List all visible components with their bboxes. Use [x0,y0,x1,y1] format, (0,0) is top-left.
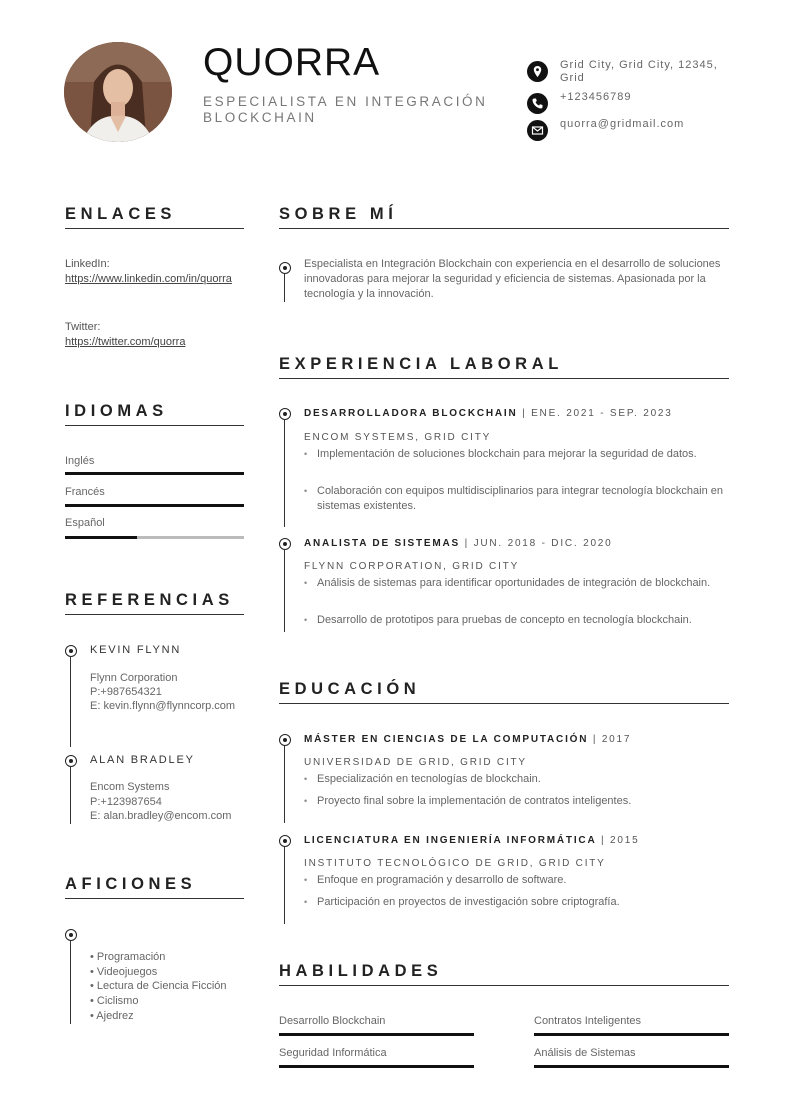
enlaces-heading: ENLACES [65,205,177,223]
location-pin-icon [527,61,548,82]
contact-email-text: quorra@gridmail.com [560,118,685,130]
job-separator: | [517,408,532,419]
degree-bullet-item: • Participación en proyectos de investigación sobre criptografía. [304,895,724,910]
skill-bar [279,1033,474,1036]
enlaces-divider [65,228,244,229]
hobby-item: • Programación [90,951,166,963]
job-role: ANALISTA DE SISTEMAS [304,538,461,549]
job-separator: | [460,538,474,549]
skill-bar [534,1065,729,1068]
degree-name: MÁSTER EN CIENCIAS DE LA COMPUTACIÓN [304,734,589,745]
language-bar-fill [65,472,244,475]
skill-label: Contratos Inteligentes [534,1015,642,1027]
skill-bar [534,1033,729,1036]
skill-label: Análisis de Sistemas [534,1047,636,1059]
job-bullet-item: • Desarrollo de prototipos para pruebas de concepto en tecnología blockchain. [304,613,724,628]
degree-bullet-item: • Enfoque en programación y desarrollo de software. [304,873,724,888]
idiomas-heading: IDIOMAS [65,402,168,420]
job-date: JUN. 2018 - DIC. 2020 [473,538,613,549]
job-bullet-item: • Análisis de sistemas para identificar oportunidades de integración de blockchain. [304,576,724,591]
candidate-name: QUORRA [203,41,381,84]
job-bullet-item: • Colaboración con equipos multidisciplinarios para integrar tecnología blockchain en sistemas existentes. [304,484,724,513]
contact-phone-text: +123456789 [560,91,632,103]
timeline-line [284,274,285,302]
timeline-bullet-icon [279,408,291,420]
job-organization: FLYNN CORPORATION, GRID CITY [304,561,520,572]
timeline-bullet-icon [65,755,77,767]
degree-separator: | [596,835,611,846]
skill-label: Seguridad Informática [279,1047,387,1059]
sobre-mi-text: Especialista en Integración Blockchain con experiencia en el desarrollo de soluciones innovadoras para mejorar la seguridad y eficiencia de sistemas. Apasionada por la tecnología y la innovación. [304,258,721,300]
timeline-bullet-icon [279,734,291,746]
timeline-bullet-icon [65,645,77,657]
timeline-line [284,847,285,924]
email-icon [527,120,548,141]
reference-email: E: alan.bradley@encom.com [90,810,232,822]
degree-heading [304,734,631,745]
phone-icon [527,93,548,114]
degree-heading [304,835,639,846]
timeline-bullet-icon [279,262,291,274]
hobby-item: • Ajedrez [90,1010,134,1022]
job-bullet-item: • Implementación de soluciones blockchain para mejorar la seguridad de datos. [304,447,724,462]
job-heading [304,408,673,419]
timeline-line [70,657,71,747]
reference-email: E: kevin.flynn@flynncorp.com [90,700,236,712]
referencias-divider [65,614,244,615]
contact-address-text: Grid City, Grid City, 12345, Grid [560,59,718,84]
degree-name: LICENCIATURA EN INGENIERÍA INFORMÁTICA [304,835,597,846]
language-label: Español [65,517,105,529]
language-label: Inglés [65,455,95,467]
profile-photo [64,42,172,142]
timeline-line [70,941,71,1024]
language-bar-fill [65,536,137,539]
language-bar [65,504,244,507]
reference-company: Flynn Corporation [90,672,178,684]
language-label: Francés [65,486,105,498]
hobby-item: • Lectura de Ciencia Ficción [90,980,227,992]
twitter-label: Twitter: [65,321,101,333]
habilidades-heading: HABILIDADES [279,962,443,980]
reference-company: Encom Systems [90,781,170,793]
timeline-bullet-icon [279,835,291,847]
educacion-divider [279,703,729,704]
degree-institution: UNIVERSIDAD DE GRID, GRID CITY [304,757,527,768]
degree-institution: INSTITUTO TECNOLÓGICO DE GRID, GRID CITY [304,858,606,869]
job-heading [304,538,613,549]
referencias-heading: REFERENCIAS [65,591,234,609]
habilidades-divider [279,985,729,986]
experiencia-divider [279,378,729,379]
degree-year: 2015 [610,835,640,846]
degree-bullet-item: • Proyecto final sobre la implementación de contratos inteligentes. [304,794,724,809]
experiencia-heading: EXPERIENCIA LABORAL [279,355,563,373]
skill-bar [279,1065,474,1068]
aficiones-divider [65,898,244,899]
degree-year: 2017 [601,734,632,745]
reference-name: KEVIN FLYNN [90,644,182,656]
timeline-bullet-icon [279,538,291,550]
language-bar [65,536,244,539]
idiomas-divider [65,425,244,426]
candidate-title: ESPECIALISTA EN INTEGRACIÓN BLOCKCHAIN [203,94,488,125]
educacion-heading: EDUCACIÓN [279,680,421,698]
twitter-link[interactable]: https://twitter.com/quorra [65,336,186,348]
timeline-line [70,767,71,824]
job-date: ENE. 2021 - SEP. 2023 [531,408,673,419]
degree-separator: | [588,734,602,745]
linkedin-label: LinkedIn: [65,258,110,270]
timeline-line [284,420,285,527]
aficiones-heading: AFICIONES [65,875,197,893]
linkedin-link[interactable]: https://www.linkedin.com/in/quorra [65,273,232,285]
language-bar-fill [65,504,244,507]
reference-name: ALAN BRADLEY [90,754,195,766]
sobre-mi-heading: SOBRE MÍ [279,205,398,223]
hobby-item: • Videojuegos [90,966,158,978]
sobre-mi-divider [279,228,729,229]
reference-phone: P:+987654321 [90,686,162,698]
timeline-line [284,550,285,632]
language-bar [65,472,244,475]
hobby-item: • Ciclismo [90,995,139,1007]
job-role: DESARROLLADORA BLOCKCHAIN [304,408,518,419]
timeline-bullet-icon [65,929,77,941]
skill-label: Desarrollo Blockchain [279,1015,386,1027]
reference-phone: P:+123987654 [90,796,162,808]
degree-bullet-item: • Especialización en tecnologías de blockchain. [304,772,724,787]
job-organization: ENCOM SYSTEMS, GRID CITY [304,432,492,443]
timeline-line [284,746,285,823]
